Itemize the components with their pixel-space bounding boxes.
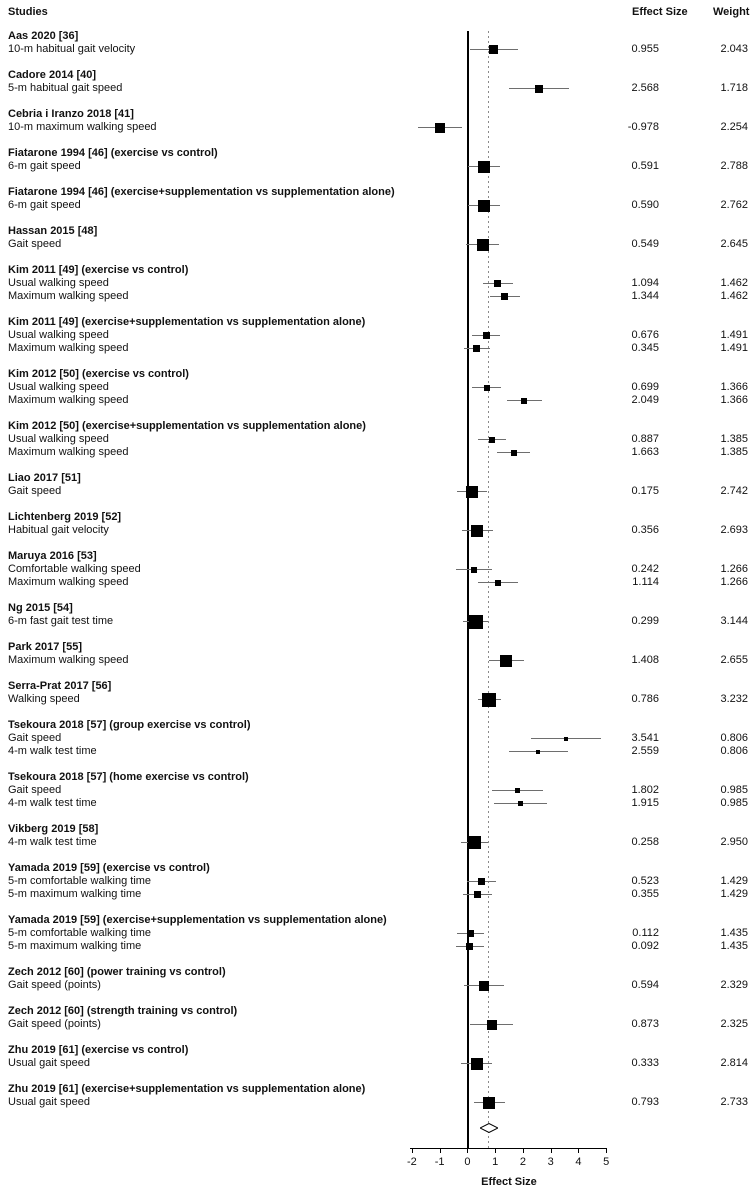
outcome-label: 5-m maximum walking time: [8, 940, 142, 952]
weight-value: 1.435: [720, 940, 748, 952]
weight-value: 2.645: [720, 238, 748, 250]
effect-marker: [473, 345, 480, 352]
study-block: [0, 108, 753, 134]
study-block: [0, 69, 753, 95]
outcome-label: Maximum walking speed: [8, 576, 129, 588]
outcome-label: 4-m walk test time: [8, 836, 97, 848]
outcome-row: [0, 576, 753, 589]
effect-size-value: 0.793: [631, 1096, 659, 1108]
weight-value: 1.385: [720, 433, 748, 445]
weight-value: 0.985: [720, 784, 748, 796]
weight-value: 2.762: [720, 199, 748, 211]
outcome-label: Usual walking speed: [8, 329, 109, 341]
weight-value: 3.144: [720, 615, 748, 627]
outcome-row: [0, 524, 753, 537]
effect-marker: [501, 293, 508, 300]
weight-value: 1.385: [720, 446, 748, 458]
study-title: Lichtenberg 2019 [52]: [8, 511, 122, 523]
x-axis-tick: [412, 1148, 413, 1153]
outcome-row: [0, 1057, 753, 1070]
effect-marker: [489, 437, 495, 443]
effect-marker: [469, 615, 483, 629]
effect-marker: [466, 943, 473, 950]
weight-value: 1.462: [720, 290, 748, 302]
outcome-row: [0, 290, 753, 303]
weight-value: 2.742: [720, 485, 748, 497]
outcome-row: [0, 394, 753, 407]
effect-size-value: 0.955: [631, 43, 659, 55]
x-axis-tick-label: -1: [434, 1156, 445, 1168]
weight-value: 1.718: [720, 82, 748, 94]
effect-marker: [471, 1058, 483, 1070]
effect-marker: [478, 161, 490, 173]
outcome-row: [0, 940, 753, 953]
effect-marker: [471, 525, 483, 537]
outcome-label: Maximum walking speed: [8, 446, 129, 458]
effect-marker: [515, 788, 520, 793]
outcome-row: [0, 1096, 753, 1109]
study-block: [0, 264, 753, 303]
effect-marker: [467, 930, 474, 937]
x-axis-tick-label: 4: [575, 1156, 582, 1168]
outcome-label: 5-m comfortable walking time: [8, 927, 152, 939]
outcome-row: [0, 238, 753, 251]
effect-marker: [495, 580, 501, 586]
outcome-row: [0, 1018, 753, 1031]
outcome-row: [0, 927, 753, 940]
outcome-label: 5-m comfortable walking time: [8, 875, 152, 887]
x-axis-tick-label: -2: [406, 1156, 417, 1168]
outcome-row: [0, 43, 753, 56]
outcome-label: 6-m gait speed: [8, 160, 81, 172]
x-axis-tick-label: 1: [492, 1156, 499, 1168]
study-title: Cadore 2014 [40]: [8, 69, 97, 81]
study-block: [0, 368, 753, 407]
outcome-label: Maximum walking speed: [8, 654, 129, 666]
effect-marker: [478, 200, 490, 212]
x-axis-tick-label: 5: [603, 1156, 610, 1168]
weight-value: 1.462: [720, 277, 748, 289]
study-block: [0, 641, 753, 667]
effect-marker: [536, 750, 540, 754]
summary-diamond-shape: [480, 1124, 498, 1133]
outcome-row: [0, 121, 753, 134]
study-title: Cebria i Iranzo 2018 [41]: [8, 108, 134, 120]
study-block: [0, 966, 753, 992]
x-axis-tick: [606, 1148, 607, 1153]
effect-marker: [487, 1020, 497, 1030]
effect-marker: [477, 239, 489, 251]
study-title: Serra-Prat 2017 [56]: [8, 680, 112, 692]
effect-size-value: 0.594: [631, 979, 659, 991]
effect-marker: [479, 981, 489, 991]
outcome-label: Usual gait speed: [8, 1096, 90, 1108]
weight-value: 2.733: [720, 1096, 748, 1108]
study-block: [0, 862, 753, 901]
outcome-row: [0, 160, 753, 173]
study-block: [0, 1044, 753, 1070]
x-axis-title: Effect Size: [481, 1176, 537, 1188]
study-title: Park 2017 [55]: [8, 641, 82, 653]
study-title: Hassan 2015 [48]: [8, 225, 98, 237]
effect-size-value: 0.345: [631, 342, 659, 354]
study-title: Zhu 2019 [61] (exercise+supplementation vs supplementation alone): [8, 1083, 366, 1095]
outcome-label: 4-m walk test time: [8, 797, 97, 809]
outcome-row: [0, 342, 753, 355]
outcome-row: [0, 836, 753, 849]
effect-marker: [471, 567, 477, 573]
weight-value: 2.329: [720, 979, 748, 991]
effect-size-value: 1.094: [631, 277, 659, 289]
effect-size-value: 0.591: [631, 160, 659, 172]
study-title: Yamada 2019 [59] (exercise+supplementation vs supplementation alone): [8, 914, 387, 926]
effect-size-value: 0.355: [631, 888, 659, 900]
outcome-label: Usual walking speed: [8, 277, 109, 289]
study-title: Tsekoura 2018 [57] (group exercise vs control): [8, 719, 251, 731]
study-title: Fiatarone 1994 [46] (exercise+supplementation vs supplementation alone): [8, 186, 395, 198]
outcome-row: [0, 732, 753, 745]
effect-size-value: -0.978: [627, 121, 659, 133]
outcome-row: [0, 888, 753, 901]
outcome-row: [0, 784, 753, 797]
outcome-row: [0, 446, 753, 459]
study-block: [0, 420, 753, 459]
effect-marker: [474, 891, 481, 898]
effect-size-value: 0.786: [631, 693, 659, 705]
study-title: Tsekoura 2018 [57] (home exercise vs control): [8, 771, 249, 783]
effect-marker: [478, 878, 485, 885]
effect-size-value: 2.568: [631, 82, 659, 94]
effect-marker: [435, 123, 445, 133]
effect-marker: [483, 1097, 495, 1109]
outcome-label: Maximum walking speed: [8, 342, 129, 354]
weight-value: 1.429: [720, 888, 748, 900]
weight-value: 2.325: [720, 1018, 748, 1030]
effect-size-value: 1.663: [631, 446, 659, 458]
study-title: Yamada 2019 [59] (exercise vs control): [8, 862, 210, 874]
outcome-label: Gait speed (points): [8, 979, 101, 991]
summary-diamond: [480, 1123, 498, 1133]
study-block: [0, 316, 753, 355]
effect-marker: [511, 450, 517, 456]
outcome-row: [0, 615, 753, 628]
effect-size-value: 2.049: [631, 394, 659, 406]
study-block: [0, 511, 753, 537]
outcome-row: [0, 745, 753, 758]
effect-size-value: 1.114: [632, 576, 659, 588]
outcome-row: [0, 875, 753, 888]
weight-value: 1.366: [720, 394, 748, 406]
effect-marker: [521, 398, 527, 404]
weight-value: 0.806: [720, 732, 748, 744]
study-block: [0, 550, 753, 589]
x-axis-tick: [551, 1148, 552, 1153]
x-axis-tick: [467, 1148, 468, 1153]
weight-value: 0.806: [720, 745, 748, 757]
effect-marker: [500, 655, 512, 667]
weight-value: 0.985: [720, 797, 748, 809]
outcome-label: 6-m gait speed: [8, 199, 81, 211]
effect-marker: [564, 737, 568, 741]
outcome-row: [0, 563, 753, 576]
x-axis-tick-label: 3: [547, 1156, 554, 1168]
outcome-label: Usual walking speed: [8, 433, 109, 445]
study-block: [0, 823, 753, 849]
weight-value: 2.814: [720, 1057, 748, 1069]
study-title: Zech 2012 [60] (strength training vs control): [8, 1005, 238, 1017]
study-title: Maruya 2016 [53]: [8, 550, 97, 562]
study-block: [0, 225, 753, 251]
study-title: Ng 2015 [54]: [8, 602, 73, 614]
outcome-row: [0, 654, 753, 667]
effect-size-value: 0.549: [631, 238, 659, 250]
effect-marker: [468, 836, 481, 849]
outcome-label: Gait speed: [8, 732, 62, 744]
outcome-row: [0, 199, 753, 212]
x-axis-tick-label: 2: [519, 1156, 526, 1168]
effect-size-value: 0.873: [631, 1018, 659, 1030]
effect-size-value: 0.523: [631, 875, 659, 887]
study-title: Zech 2012 [60] (power training vs control): [8, 966, 226, 978]
effect-size-value: 3.541: [631, 732, 659, 744]
weight-value: 1.266: [720, 563, 748, 575]
study-title: Kim 2012 [50] (exercise+supplementation vs supplementation alone): [8, 420, 366, 432]
effect-size-value: 0.258: [631, 836, 659, 848]
effect-marker: [518, 801, 523, 806]
effect-size-value: 0.676: [631, 329, 659, 341]
study-title: Kim 2011 [49] (exercise+supplementation vs supplementation alone): [8, 316, 366, 328]
column-header-studies: Studies: [8, 6, 48, 18]
study-block: [0, 602, 753, 628]
weight-value: 1.491: [720, 342, 748, 354]
study-title: Fiatarone 1994 [46] (exercise vs control): [8, 147, 218, 159]
outcome-label: 10-m maximum walking speed: [8, 121, 157, 133]
outcome-row: [0, 381, 753, 394]
study-block: [0, 30, 753, 56]
effect-size-value: 1.344: [631, 290, 659, 302]
weight-value: 1.266: [720, 576, 748, 588]
effect-size-value: 0.356: [631, 524, 659, 536]
effect-marker: [535, 85, 543, 93]
outcome-label: 10-m habitual gait velocity: [8, 43, 136, 55]
outcome-label: Gait speed: [8, 784, 62, 796]
study-title: Vikberg 2019 [58]: [8, 823, 99, 835]
effect-size-value: 2.559: [631, 745, 659, 757]
study-block: [0, 1083, 753, 1109]
effect-size-value: 0.299: [631, 615, 659, 627]
weight-value: 1.429: [720, 875, 748, 887]
outcome-label: Walking speed: [8, 693, 80, 705]
outcome-row: [0, 277, 753, 290]
outcome-label: Maximum walking speed: [8, 290, 129, 302]
outcome-label: Usual gait speed: [8, 1057, 90, 1069]
outcome-label: 5-m habitual gait speed: [8, 82, 123, 94]
outcome-row: [0, 797, 753, 810]
effect-size-value: 1.915: [631, 797, 659, 809]
study-block: [0, 771, 753, 810]
effect-size-value: 0.333: [631, 1057, 659, 1069]
effect-marker: [466, 486, 478, 498]
study-block: [0, 472, 753, 498]
effect-size-value: 1.408: [631, 654, 659, 666]
study-block: [0, 1005, 753, 1031]
study-rows: [0, 30, 753, 1109]
column-header-effect-size: Effect Size: [632, 6, 688, 18]
weight-value: 1.491: [720, 329, 748, 341]
column-header-weight: Weight: [713, 6, 750, 18]
x-axis-tick: [578, 1148, 579, 1153]
effect-size-value: 0.242: [631, 563, 659, 575]
study-block: [0, 147, 753, 173]
outcome-row: [0, 433, 753, 446]
weight-value: 1.366: [720, 381, 748, 393]
weight-value: 2.254: [720, 121, 748, 133]
effect-marker: [483, 332, 490, 339]
effect-size-value: 0.112: [632, 927, 659, 939]
outcome-label: Gait speed (points): [8, 1018, 101, 1030]
weight-value: 1.435: [720, 927, 748, 939]
outcome-label: Usual walking speed: [8, 381, 109, 393]
study-block: [0, 719, 753, 758]
study-title: Kim 2011 [49] (exercise vs control): [8, 264, 189, 276]
study-block: [0, 186, 753, 212]
effect-size-value: 1.802: [631, 784, 659, 796]
outcome-row: [0, 82, 753, 95]
study-title: Zhu 2019 [61] (exercise vs control): [8, 1044, 189, 1056]
outcome-label: Gait speed: [8, 238, 62, 250]
study-block: [0, 914, 753, 953]
study-title: Liao 2017 [51]: [8, 472, 81, 484]
outcome-row: [0, 979, 753, 992]
effect-size-value: 0.092: [631, 940, 659, 952]
study-title: Kim 2012 [50] (exercise vs control): [8, 368, 189, 380]
effect-marker: [489, 45, 498, 54]
weight-value: 2.693: [720, 524, 748, 536]
study-title: Aas 2020 [36]: [8, 30, 79, 42]
x-axis-tick: [495, 1148, 496, 1153]
outcome-label: Comfortable walking speed: [8, 563, 141, 575]
weight-value: 2.043: [720, 43, 748, 55]
outcome-label: Habitual gait velocity: [8, 524, 109, 536]
weight-value: 2.788: [720, 160, 748, 172]
outcome-label: Maximum walking speed: [8, 394, 129, 406]
study-block: [0, 680, 753, 706]
effect-marker: [494, 280, 501, 287]
effect-marker: [484, 385, 490, 391]
outcome-row: [0, 693, 753, 706]
outcome-label: Gait speed: [8, 485, 62, 497]
effect-size-value: 0.699: [631, 381, 659, 393]
weight-value: 2.950: [720, 836, 748, 848]
outcome-label: 4-m walk test time: [8, 745, 97, 757]
outcome-row: [0, 329, 753, 342]
weight-value: 3.232: [720, 693, 748, 705]
effect-marker: [482, 693, 496, 707]
x-axis-tick: [523, 1148, 524, 1153]
outcome-label: 5-m maximum walking time: [8, 888, 142, 900]
effect-size-value: 0.887: [631, 433, 659, 445]
x-axis-tick: [440, 1148, 441, 1153]
effect-size-value: 0.175: [631, 485, 659, 497]
weight-value: 2.655: [720, 654, 748, 666]
outcome-row: [0, 485, 753, 498]
x-axis-tick-label: 0: [464, 1156, 471, 1168]
outcome-label: 6-m fast gait test time: [8, 615, 114, 627]
effect-size-value: 0.590: [631, 199, 659, 211]
